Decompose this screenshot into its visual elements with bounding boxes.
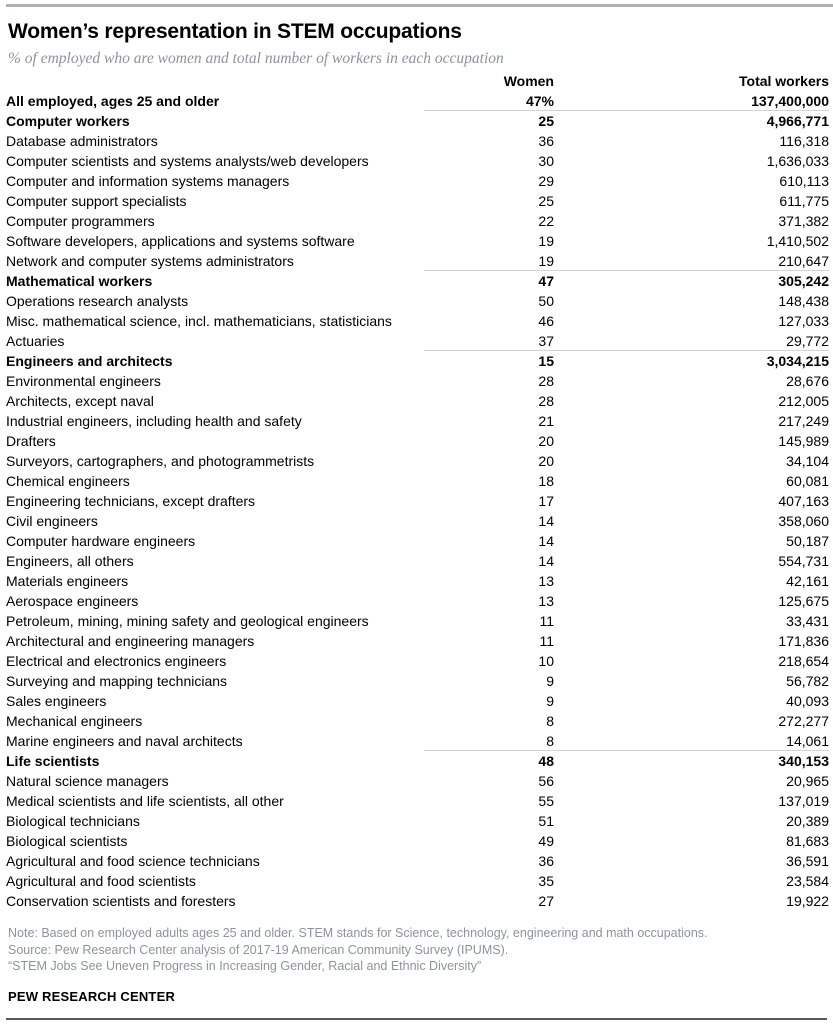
cell-women-percent: 8 <box>546 713 554 730</box>
cell-total-workers: 407,163 <box>778 493 829 510</box>
cell-total-workers: 218,654 <box>778 653 829 670</box>
cell-total-workers: 50,187 <box>786 533 829 550</box>
cell-total-workers: 40,093 <box>786 693 829 710</box>
cell-total-workers: 23,584 <box>786 873 829 890</box>
cell-women-percent: 13 <box>538 593 554 610</box>
cell-occupation: Biological scientists <box>6 833 128 850</box>
cell-occupation: Medical scientists and life scientists, all other <box>6 793 284 810</box>
bottom-divider <box>6 1018 827 1020</box>
cell-total-workers: 34,104 <box>786 453 829 470</box>
cell-total-workers: 217,249 <box>778 413 829 430</box>
cell-women-percent: 11 <box>539 633 554 650</box>
cell-occupation: Mathematical workers <box>6 273 153 290</box>
cell-women-percent: 20 <box>538 453 554 470</box>
cell-women-percent: 14 <box>538 533 554 550</box>
cell-women-percent: 10 <box>538 653 554 670</box>
cell-occupation: Operations research analysts <box>6 293 189 310</box>
cell-total-workers: 116,318 <box>779 133 829 150</box>
cell-women-percent: 9 <box>546 693 554 710</box>
cell-total-workers: 60,081 <box>786 473 829 490</box>
table-row <box>6 411 829 431</box>
cell-women-percent: 37 <box>538 333 554 350</box>
table-row <box>6 711 829 731</box>
column-header-occupation <box>6 71 436 91</box>
cell-occupation: Actuaries <box>6 333 65 350</box>
cell-occupation: Misc. mathematical science, incl. mathematicians, statisticians <box>6 313 392 330</box>
cell-total-workers: 358,060 <box>778 513 829 530</box>
cell-women-percent: 18 <box>538 473 554 490</box>
cell-occupation: Environmental engineers <box>6 373 161 390</box>
cell-occupation: Computer scientists and systems analysts/web developers <box>6 153 369 170</box>
cell-occupation: Electrical and electronics engineers <box>6 653 227 670</box>
cell-total-workers: 81,683 <box>786 833 829 850</box>
cell-occupation: Aerospace engineers <box>6 593 139 610</box>
cell-total-workers: 340,153 <box>554 751 829 771</box>
cell-occupation: Agricultural and food scientists <box>6 873 196 890</box>
table-row <box>6 251 829 271</box>
cell-total-workers: 14,061 <box>786 733 829 750</box>
cell-total-workers: 272,277 <box>778 713 829 730</box>
table-row <box>6 691 829 711</box>
table-row <box>6 571 829 591</box>
cell-total-workers: 212,005 <box>778 393 829 410</box>
cell-women-percent: 47% <box>525 93 554 110</box>
cell-women-percent: 30 <box>538 153 554 170</box>
cell-occupation: Software developers, applications and systems software <box>6 233 355 250</box>
top-divider <box>6 4 833 7</box>
cell-occupation: Petroleum, mining, mining safety and geological engineers <box>6 613 369 630</box>
table-row <box>6 471 829 491</box>
table-row <box>6 371 829 391</box>
report-title-line: “STEM Jobs See Uneven Progress in Increasing Gender, Racial and Ethnic Diversity” <box>8 959 482 974</box>
cell-occupation: Biological technicians <box>6 813 140 830</box>
table-group-row <box>6 351 829 371</box>
cell-women-percent: 25 <box>538 193 554 210</box>
table-total-row <box>6 91 829 111</box>
cell-total-workers: 305,242 <box>554 271 829 291</box>
table-row <box>6 491 829 511</box>
table-group-row <box>6 111 829 131</box>
cell-occupation: Drafters <box>6 433 56 450</box>
cell-occupation: Engineers, all others <box>6 553 134 570</box>
cell-women-percent: 35 <box>538 873 554 890</box>
cell-occupation: Surveying and mapping technicians <box>6 673 228 690</box>
cell-occupation: Computer hardware engineers <box>6 533 196 550</box>
cell-total-workers: 145,989 <box>778 433 829 450</box>
cell-total-workers: 36,591 <box>786 853 829 870</box>
table-row <box>6 511 829 531</box>
cell-women-percent: 51 <box>538 813 554 830</box>
cell-total-workers: 20,965 <box>786 773 829 790</box>
cell-total-workers: 33,431 <box>786 613 829 630</box>
cell-total-workers: 42,161 <box>786 573 829 590</box>
cell-occupation: Natural science managers <box>6 773 169 790</box>
cell-total-workers: 611,775 <box>779 193 829 210</box>
cell-total-workers: 125,675 <box>778 593 829 610</box>
cell-women-percent: 47 <box>436 271 554 291</box>
cell-total-workers: 19,922 <box>786 893 829 910</box>
table-row <box>6 891 829 911</box>
page-subtitle: % of employed who are women and total number of workers in each occupation <box>8 50 504 68</box>
column-header-total-workers: Total workers <box>739 73 829 90</box>
table-group-row <box>6 271 829 291</box>
table-row <box>6 451 829 471</box>
cell-occupation: Computer workers <box>6 113 130 130</box>
cell-total-workers: 29,772 <box>786 333 829 350</box>
cell-women-percent: 28 <box>538 373 554 390</box>
cell-women-percent: 36 <box>538 133 554 150</box>
cell-women-percent: 56 <box>538 773 554 790</box>
table-row <box>6 551 829 571</box>
table-row <box>6 131 829 151</box>
table-row <box>6 431 829 451</box>
cell-women-percent: 9 <box>546 673 554 690</box>
cell-occupation: Network and computer systems administrators <box>6 253 294 270</box>
stem-occupations-table <box>6 71 829 911</box>
cell-total-workers: 171,836 <box>778 633 829 650</box>
cell-total-workers: 56,782 <box>786 673 829 690</box>
table-header-row <box>6 71 829 91</box>
cell-occupation: Agricultural and food science technicians <box>6 853 260 870</box>
cell-occupation: Civil engineers <box>6 513 98 530</box>
cell-occupation: Engineers and architects <box>6 353 173 370</box>
cell-occupation: Chemical engineers <box>6 473 130 490</box>
cell-occupation: All employed, ages 25 and older <box>6 93 220 110</box>
cell-occupation: Marine engineers and naval architects <box>6 733 243 750</box>
cell-occupation: Sales engineers <box>6 693 107 710</box>
table-row <box>6 191 829 211</box>
cell-women-percent: 20 <box>538 433 554 450</box>
cell-women-percent: 49 <box>538 833 554 850</box>
cell-women-percent: 8 <box>546 733 554 750</box>
table-row <box>6 651 829 671</box>
table-row <box>6 171 829 191</box>
cell-women-percent: 25 <box>436 111 554 131</box>
table-row <box>6 291 829 311</box>
infographic-sheet <box>0 4 833 1028</box>
cell-total-workers: 610,113 <box>779 173 829 190</box>
cell-total-workers: 137,019 <box>778 793 829 810</box>
table-row <box>6 791 829 811</box>
cell-women-percent: 22 <box>538 213 554 230</box>
table-row <box>6 631 829 651</box>
column-header-women: Women <box>503 73 554 90</box>
table-row <box>6 731 829 751</box>
table-row <box>6 671 829 691</box>
cell-total-workers: 371,382 <box>778 213 829 230</box>
table-row <box>6 831 829 851</box>
cell-women-percent: 19 <box>538 233 554 250</box>
page-title: Women’s representation in STEM occupations <box>8 20 462 43</box>
cell-occupation: Engineering technicians, except drafters <box>6 493 256 510</box>
table-group-row <box>6 751 829 771</box>
cell-occupation: Industrial engineers, including health and safety <box>6 413 302 430</box>
cell-women-percent: 27 <box>538 893 554 910</box>
cell-women-percent: 55 <box>538 793 554 810</box>
source-line: Source: Pew Research Center analysis of 2017-19 American Community Survey (IPUMS). <box>8 942 509 957</box>
cell-occupation: Computer programmers <box>6 213 155 230</box>
table-row <box>6 851 829 871</box>
table-row <box>6 331 829 351</box>
table-row <box>6 231 829 251</box>
table-row <box>6 771 829 791</box>
cell-occupation: Conservation scientists and foresters <box>6 893 236 910</box>
cell-women-percent: 29 <box>538 173 554 190</box>
cell-total-workers: 137,400,000 <box>751 93 829 110</box>
cell-women-percent: 50 <box>538 293 554 310</box>
note-line: Note: Based on employed adults ages 25 and older. STEM stands for Science, technology, engineering and math occupations. <box>8 926 708 941</box>
pew-research-center-brand: PEW RESEARCH CENTER <box>8 988 176 1004</box>
cell-total-workers: 127,033 <box>778 313 829 330</box>
cell-occupation: Architects, except naval <box>6 393 154 410</box>
cell-women-percent: 15 <box>436 351 554 371</box>
cell-total-workers: 28,676 <box>786 373 829 390</box>
cell-occupation: Computer support specialists <box>6 193 187 210</box>
cell-women-percent: 19 <box>538 253 554 270</box>
table-row <box>6 611 829 631</box>
table-head <box>6 71 829 91</box>
table-row <box>6 311 829 331</box>
cell-occupation: Life scientists <box>6 753 100 770</box>
cell-women-percent: 28 <box>538 393 554 410</box>
cell-total-workers: 1,410,502 <box>766 233 829 250</box>
cell-women-percent: 13 <box>538 573 554 590</box>
table-row <box>6 151 829 171</box>
table-row <box>6 531 829 551</box>
cell-occupation: Mechanical engineers <box>6 713 143 730</box>
cell-total-workers: 4,966,771 <box>554 111 829 131</box>
table-row <box>6 871 829 891</box>
cell-total-workers: 3,034,215 <box>554 351 829 371</box>
cell-total-workers: 210,647 <box>778 253 829 270</box>
cell-occupation: Architectural and engineering managers <box>6 633 255 650</box>
cell-women-percent: 46 <box>538 313 554 330</box>
table-row <box>6 391 829 411</box>
cell-total-workers: 20,389 <box>786 813 829 830</box>
table-row <box>6 211 829 231</box>
cell-women-percent: 14 <box>538 513 554 530</box>
cell-women-percent: 36 <box>538 853 554 870</box>
table-row <box>6 811 829 831</box>
cell-occupation: Database administrators <box>6 133 158 150</box>
cell-women-percent: 14 <box>538 553 554 570</box>
cell-occupation: Surveyors, cartographers, and photogrammetrists <box>6 453 315 470</box>
table-body <box>6 91 829 911</box>
cell-women-percent: 48 <box>436 751 554 771</box>
cell-women-percent: 17 <box>538 493 554 510</box>
cell-occupation: Materials engineers <box>6 573 129 590</box>
cell-occupation: Computer and information systems managers <box>6 173 290 190</box>
cell-women-percent: 11 <box>539 613 554 630</box>
footnotes <box>8 925 829 975</box>
cell-total-workers: 148,438 <box>778 293 829 310</box>
table-row <box>6 591 829 611</box>
cell-total-workers: 1,636,033 <box>766 153 829 170</box>
cell-women-percent: 21 <box>538 413 554 430</box>
cell-total-workers: 554,731 <box>778 553 829 570</box>
